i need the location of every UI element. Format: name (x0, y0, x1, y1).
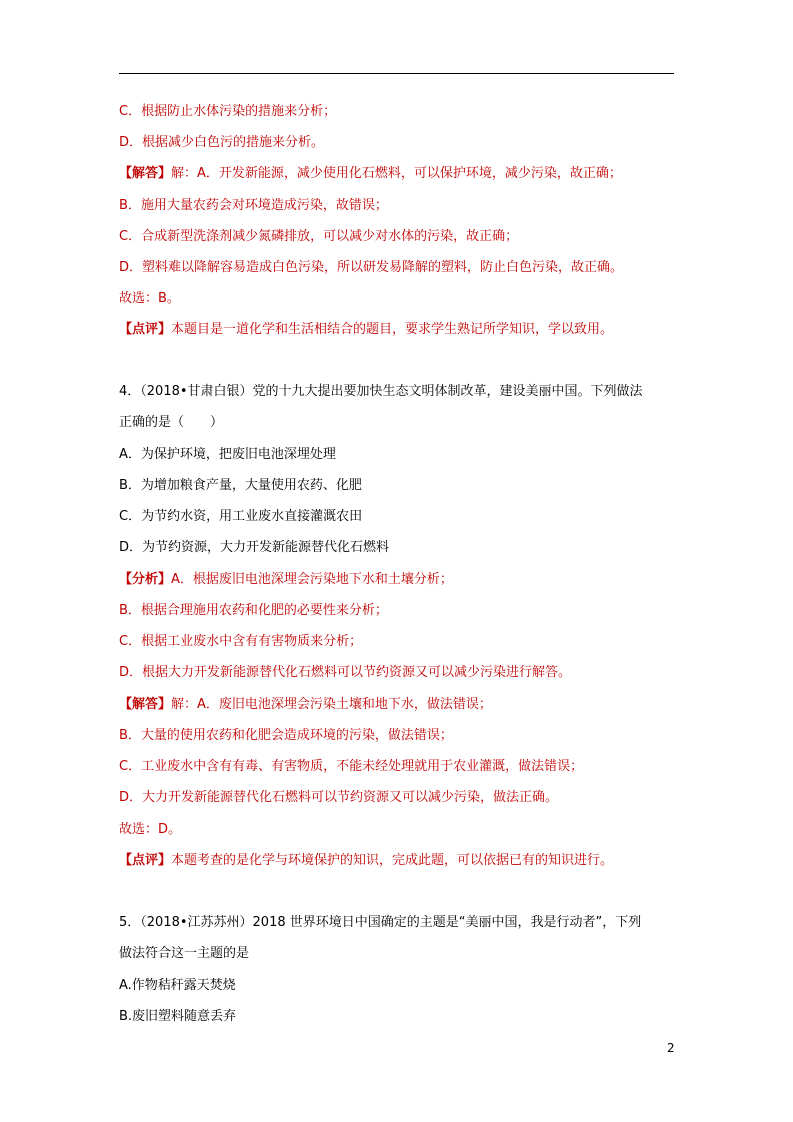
text-line: D．根据大力开发新能源替代化石燃料可以节约资源又可以减少污染进行解答。 (119, 665, 572, 680)
text-line: B．施用大量农药会对环境造成污染，故错误； (119, 198, 388, 213)
text-line: 【点评】本题目是一道化学和生活相结合的题目，要求学生熟记所学知识，学以致用。 (119, 322, 614, 337)
answer-tag: 【解答】 (119, 166, 172, 181)
option-b: B．为增加粮食产量，大量使用农药、化肥 (119, 478, 362, 493)
option-a: A．为保护环境，把废旧电池深埋处理 (119, 447, 336, 462)
question-4-stem: 正确的是（ ） (119, 415, 224, 430)
answer-tag: 【解答】 (119, 697, 172, 712)
text-line: D．塑料难以降解容易造成白色污染，所以研发易降解的塑料，防止白色污染，故正确。 (119, 260, 624, 275)
text-line: D．根据减少白色污的措施来分析。 (119, 135, 325, 150)
option-c: C．为节约水资，用工业废水直接灌溉农田 (119, 509, 363, 524)
text-line: C．根据工业废水中含有有害物质来分析； (119, 634, 363, 649)
text-line: 【解答】解：A．废旧电池深埋会污染土壤和地下水，做法错误； (119, 697, 492, 712)
text-line: 故选：D。 (119, 822, 182, 837)
text-line: C．工业废水中含有有毒、有害物质，不能未经处理就用于农业灌溉，做法错误； (119, 759, 584, 774)
header-rule (119, 73, 674, 74)
option-b: B.废旧塑料随意丢弃 (119, 1009, 237, 1024)
comment-tag: 【点评】 (119, 853, 172, 868)
option-a: A.作物秸秆露天焚烧 (119, 978, 236, 993)
option-d: D．为节约资源，大力开发新能源替代化石燃料 (119, 540, 390, 555)
text-line: 故选：B。 (119, 291, 180, 306)
text-line: 【分析】A．根据废旧电池深埋会污染地下水和土壤分析； (119, 572, 453, 587)
question-4-stem: 4．（2018•甘肃白银）党的十九大提出要加快生态文明体制改革，建设美丽中国。下列做法 (119, 384, 643, 399)
text-line: B．根据合理施用农药和化肥的必要性来分析； (119, 603, 388, 618)
text-line: B．大量的使用农药和化肥会造成环境的污染，做法错误； (119, 728, 453, 743)
page-number: 2 (667, 1041, 675, 1055)
question-5-stem: 做法符合这一主题的是 (119, 946, 250, 961)
text-line: 【点评】本题考查的是化学与环境保护的知识，完成此题，可以依据已有的知识进行。 (119, 853, 614, 868)
text-line: C．根据防止水体污染的措施来分析； (119, 104, 337, 119)
question-5-stem: 5．（2018•江苏苏州）2018 世界环境日中国确定的主题是“美丽中国，我是行动者”，下列 (119, 915, 642, 930)
comment-tag: 【点评】 (119, 322, 172, 337)
text-line: C．合成新型洗涤剂减少氮磷排放，可以减少对水体的污染，故正确； (119, 229, 519, 244)
analysis-tag: 【分析】 (119, 572, 172, 587)
text-line: 【解答】解：A．开发新能源，减少使用化石燃料，可以保护环境，减少污染，故正确； (119, 166, 622, 181)
text-line: D．大力开发新能源替代化石燃料可以节约资源又可以减少污染，做法正确。 (119, 790, 559, 805)
